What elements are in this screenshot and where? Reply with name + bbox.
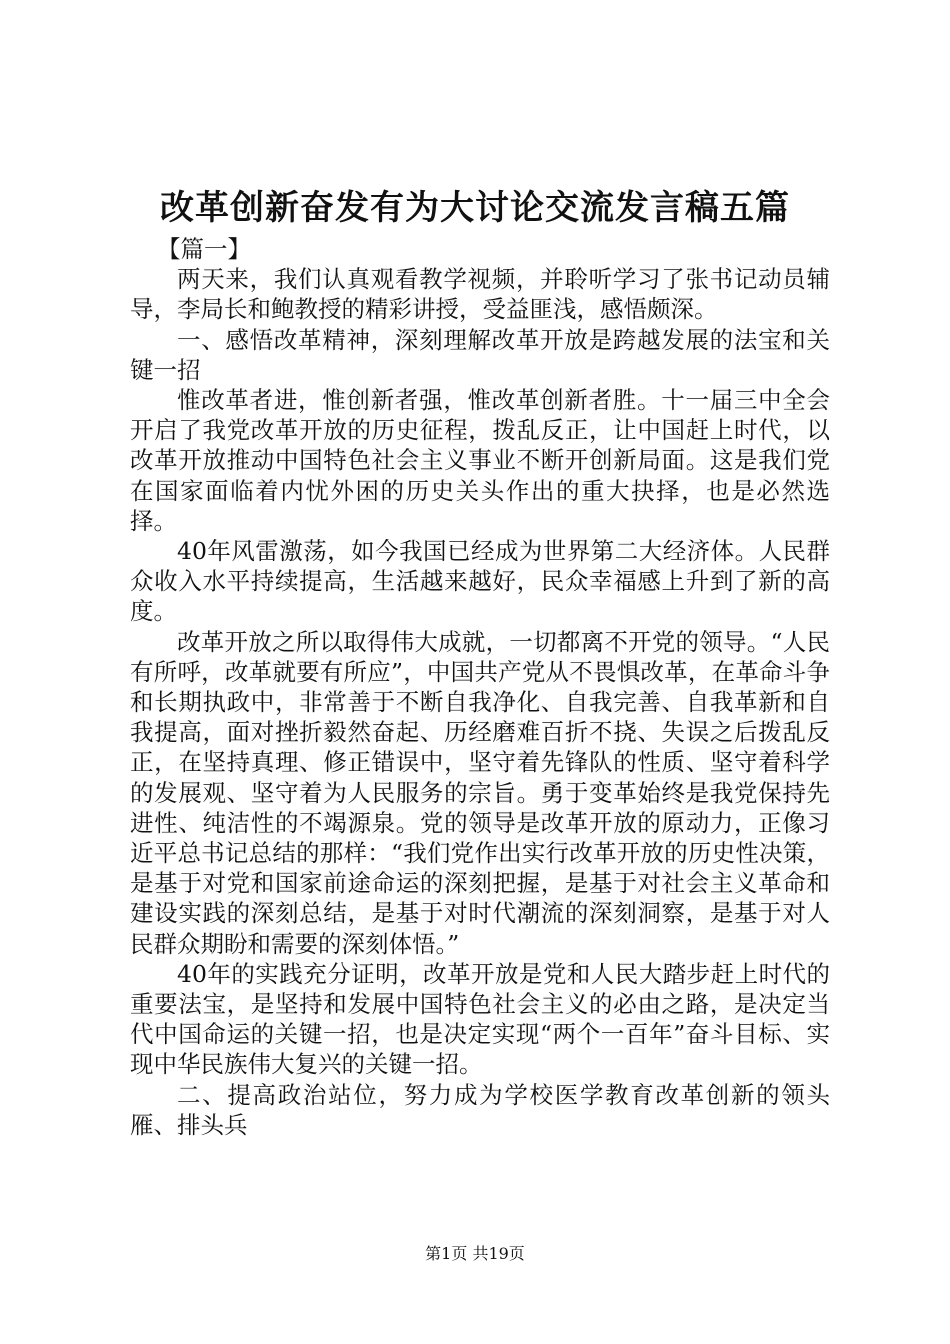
- document-title: 改革创新奋发有为大讨论交流发言稿五篇: [160, 188, 790, 228]
- paragraph: 改革开放之所以取得伟大成就，一切都离不开党的领导。“人民有所呼，改革就要有所应”，中国共产党从不畏惧改革，在革命斗争和长期执政中，非常善于不断自我净化、自我完善、自我革新和自我提高，面对挫折毅然奋起、历经磨难百折不挠、失误之后拨乱反正，在坚持真理、修正错误中，坚守着先锋队的性质、坚守着科学的发展观、坚守着为人民服务的宗旨。勇于变革始终是我党保持先进性、纯洁性的不竭源泉。党的领导是改革开放的原动力，正像习近平总书记总结的那样：“我们党作出实行改革开放的历史性决策，是基于对党和国家前途命运的深刻把握，是基于对社会主义革命和建设实践的深刻总结，是基于对时代潮流的深刻洞察，是基于对人民群众期盼和需要的深刻体悟。”: [130, 627, 830, 958]
- paragraph-intro: 两天来，我们认真观看教学视频，并聆听学习了张书记动员辅导，李局长和鲍教授的精彩讲授，受益匪浅，感悟颇深。: [130, 265, 830, 324]
- document-body: [130, 234, 830, 1140]
- heading-section-one: 一、感悟改革精神，深刻理解改革开放是跨越发展的法宝和关键一招: [130, 325, 830, 384]
- paragraph: 40年风雷激荡，如今我国已经成为世界第二大经济体。人民群众收入水平持续提高，生活越来越好，民众幸福感上升到了新的高度。: [130, 537, 830, 626]
- paragraph: 惟改革者进，惟创新者强，惟改革创新者胜。十一届三中全会开启了我党改革开放的历史征程，拨乱反正，让中国赶上时代，以改革开放推动中国特色社会主义事业不断开创新局面。这是我们党在国家面临着内忧外困的历史关头作出的重大抉择，也是必然选择。: [130, 386, 830, 535]
- section-label: 【篇一】: [157, 235, 251, 263]
- page-number-footer: 第1页 共19页: [425, 1244, 525, 1263]
- heading-section-two: 二、提高政治站位，努力成为学校医学教育改革创新的领头雁、排头兵: [130, 1080, 830, 1139]
- paragraph: 40年的实践充分证明，改革开放是党和人民大踏步赶上时代的重要法宝，是坚持和发展中国特色社会主义的必由之路，是决定当代中国命运的关键一招，也是决定实现“两个一百年”奋斗目标、实现中华民族伟大复兴的关键一招。: [130, 959, 830, 1079]
